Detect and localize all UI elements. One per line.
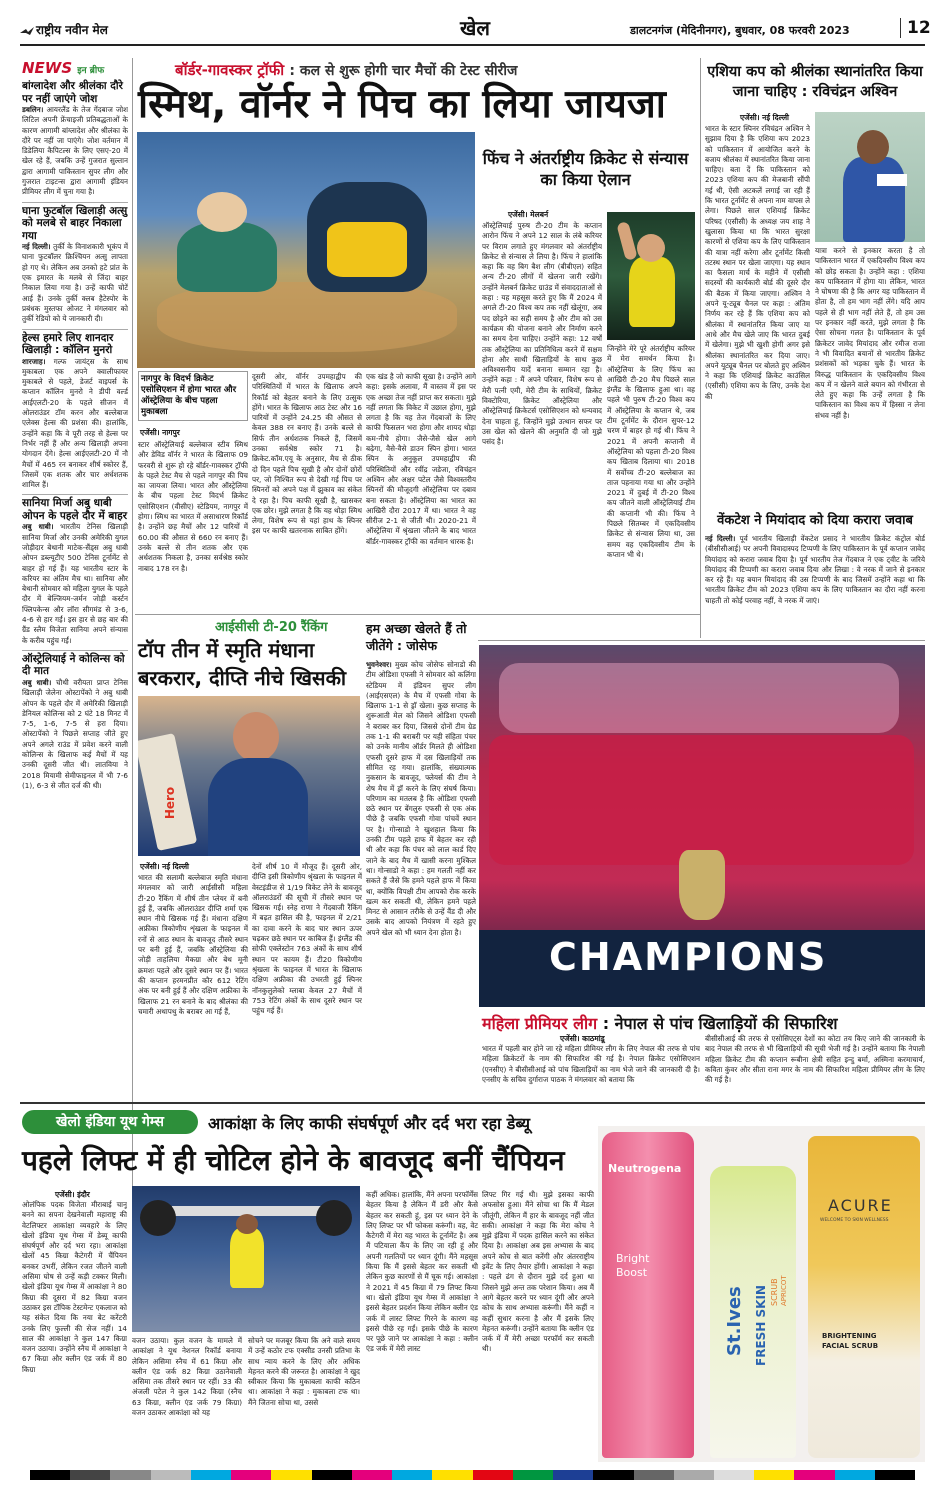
ashwin-headline: एशिया कप को श्रीलंका स्थानांतरित किया जाना चाहिए : रविचंद्रन अश्विन <box>707 64 923 100</box>
champions-banner: CHAMPIONS <box>549 935 828 979</box>
finch-headline-box <box>478 148 693 204</box>
neutrogena-brand: Neutrogena <box>608 1162 682 1175</box>
lead-col-1: स्टार ऑस्ट्रेलियाई बल्लेबाज स्टीव स्मिथ और डेविड वॉर्नर ने भारत के खिलाफ 09 फरवरी से शुरू हो रहे बॉर्डर-गावस्कर ट्रॉफी के पहले टेस्ट मैच से पहले नागपुर की पिच का जायजा लिया। भारत और ऑस्ट्रेलिया के बीच पहला टेस्ट विदर्भ क्रिकेट एसोसिएशन (वीसीए) स्टेडियम, नागपुर में होगा। स्मिथ का भारत में असाधारण रिकॉर्ड है। उन्होंने छह मैचों और 12 पारियों में 60.00 की औसत से 660 रन बनाए हैं। उनके बल्ले से तीन शतक और एक अर्धशतक निकला है, उनका सर्वश्रेष्ठ स्कोर नाबाद 178 रन है। <box>138 440 248 573</box>
brief-item <box>22 329 128 491</box>
nepal-headline: : नेपाल से पांच खिलाड़ियों की सिफारिश <box>602 1014 838 1033</box>
brief-item <box>22 80 128 198</box>
nepal-dateline: एजेंसी। काठमांडू <box>560 1034 605 1043</box>
page-number: 12 <box>900 18 931 38</box>
brief-headline: घाना फुटबॉल खिलाड़ी अत्सु को मलबे से बाहर निकाला गया <box>22 204 128 242</box>
stives-apricot: APRICOT <box>780 1275 788 1306</box>
khelo-col-4: कहीं अधिक। हालांकि, मैंने अपना परफॉर्मेंस बेहतर किया है लेकिन मैं डरी और कैसे बेहतर कर सकती हूं, इस पर ध्यान देने के लिए लिफ्ट पर भी फोकस करूंगी। वह, वेट कैटेगरी में मेरा यह भारत के टूर्नामेंट है। अब मैं पटियाला कैंप के लिए जा रही हूं और अपनी गलतियों पर ध्यान दूंगी। मैंने महसूस किया कि मैं इससे बेहतर कर सकती थी लेकिन कुछ कारणों से मैं चूक गई। आकांक्षा ने 2021 में 45 किग्रा में 79 लिफ्ट किया था। खेलो इंडिया यूथ गेम्स में आकांक्षा ने इससे बेहतर प्रदर्शन किया लेकिन क्लीन एंड जर्क में लास्ट लिफ्ट गिरने के कारण वह इससे पीछे रह गईं। इसके पीछे के कारण पर पूछे जाने पर आकांक्षा ने कहा : क्लीन एंड जर्क में मेरी लास्ट <box>366 1190 478 1354</box>
paper-name: राष्ट्रीय नवीन मेल <box>36 23 108 37</box>
khelo-kicker: आकांक्षा के लिए काफी संघर्षपूर्ण और दर्द भरा रहा डेब्यू <box>208 1114 530 1133</box>
icc-col-2: देनों शीर्ष 10 में मौजूद हैं। दूसरी ओर, दीप्ति इसी त्रिकोणीय श्रृंखला के फाइनल में वेस्टइंडीज से 1/19 विकेट लेने के बावजूद ऑलराउंडरों की सूची में तीसरे स्थान पर खिसक गई। स्नेह राणा ने गेंदबाजी रैंकिंग में बढ़त हासिल की है, फाइनल में 2/21 का दावा करने के बाद चार स्थान ऊपर चढ़कर छठे स्थान पर काबिज हैं। इंग्लैंड की सोफी एक्लेस्टोन 763 अंकों के साथ शीर्ष स्थान पर कायम हैं। टी20 त्रिकोणीय श्रृंखला के फाइनल में भारत के खिलाफ दक्षिण अफ्रीका की उभरती हुई स्पिनर नॉनकुलुलेको म्लाबा केवल 27 मैचों में 753 रेटिंग अंकों के साथ दूसरे स्थान पर पहुंच गई हैं। <box>252 862 362 1016</box>
brief-label: इन ब्रीफ <box>77 66 105 76</box>
icc-dateline: एजेंसी। नई दिल्ली <box>140 862 189 871</box>
acure-prod-2: FACIAL SCRUB <box>822 1342 879 1350</box>
news-brief-header <box>22 58 128 80</box>
khelo-photo <box>132 1186 360 1332</box>
brief-body: चौथी वरीयता प्राप्त टेनिस खिलाड़ी जेलेना ओस्टापेंको ने अबु धाबी ओपन के पहले दौर में अमेरिकी खिलाड़ी डेनियल कोलिन्स को 2 घंटे 18 मिनट में 7-5, 1-6, 7-5 से हरा दिया। ओस्टापेंको ने पिछले सप्ताह जीते हुए अपने अगले राउंड में प्रवेश करने वाली कोलिन्स के खिलाफ कई मैचों में यह उनकी दूसरी जीत थी। लातविया ने 2018 मियामी सेमीफाइनल में भी 7-6 (1), 6-3 से जीत दर्ज की थी। <box>22 677 128 790</box>
news-label: NEWS <box>22 59 73 77</box>
icc-kicker: आईसीसी टी-20 रैंकिंग <box>215 620 328 635</box>
khelo-dateline: एजेंसी। इंदौर <box>55 1190 90 1199</box>
nepal-kicker: महिला प्रीमियर लीग <box>482 1014 598 1033</box>
nepal-col-1: भारत में पहली बार होने जा रहे महिला प्रीमियर लीग के लिए नेपाल की तरफ से पांच महिला क्रिकेटरों के नाम की सिफारिश की गई है। नेपाल क्रिकेट एसोसिएशन (एनसीए) ने बीसीसीआई को पांच खिलाड़ियों का नाम भेजे जाने की जानकारी दी है। एनसीए के सचिव दुर्गाराज पाठक ने मंगलवार को बताया कि <box>482 1044 700 1084</box>
finch-headline: फिंच ने अंतर्राष्ट्रीय क्रिकेट से संन्यास का किया ऐलान <box>482 149 689 189</box>
brief-body: आयरलैंड के तेज गेंदबाज जोश लिटिल अपनी फ्रेंचाइजी प्रतिबद्धताओं के कारण आगामी बांग्लादेश और श्रीलंका के दौरे पर नहीं जा पाएंगे। जोश वर्तमान में डिडेलिया कैपिटल्स के लिए एसए-20 में खेल रहे हैं, जबकि उन्हें गुजरात सुल्तान द्वारा आगामी पाकिस्तान सुपर लीग और गुजरात टाइटन्स द्वारा आगामी इंडियन प्रीमियर लीग में चुना गया है। <box>22 105 128 197</box>
ashwin-col-1: भारत के स्टार स्पिनर रविचंद्रन अश्विन ने सुझाव दिया है कि एशिया कप 2023 को पाकिस्तान में आयोजित करने के बजाय श्रीलंका में स्थानांतरित किया जाना चाहिए। बता दें कि पाकिस्तान को 2023 एशिया कप की मेजबानी सौंपी गई थी, ऐसी अटकलें लगाई जा रही हैं कि भारत टूर्नामेंट से अपना नाम वापस ले लेगा। पिछले साल एशियाई क्रिकेट परिषद (एसीसी) के अध्यक्ष जय शाह ने खुलासा किया था कि भारत सुरक्षा कारणों से एशिया कप के लिए पाकिस्तान की यात्रा नहीं करेगा और टूर्नामेंट किसी तटस्थ स्थान पर खेला जाएगा। यह स्थान का फैसला मार्च के महीने में एसीसी सदस्यों की कार्यकारी बोर्ड की दूसरे दौर की बैठक में किया जाएगा। अश्विन ने अपने यू-ट्यूब चैनल पर कहा : अंतिम निर्णय कर रहे हैं कि एशिया कप को श्रीलंका में स्थानांतरित किया जाए या आधे और मैच खेले जाए कि भारत दुबई में खेलेगा। मुझे भी खुशी होगी अगर इसे श्रीलंका स्थानांतरित कर दिया जाए। अपने यूट्यूब चैनल पर बोलते हुए अश्विन ने कहा कि एशियाई क्रिकेट काउंसिल (एसीसी) एशिया कप के लिए, उनके देश की <box>705 124 810 401</box>
venkatesh-text: पूर्व भारतीय खिलाड़ी वेंकटेश प्रसाद ने भारतीय क्रिकेट कंट्रोल बोर्ड (बीसीसीआई) पर अपनी विवादास्पद टिप्पणी के लिए पाकिस्तान के पूर्व कप्तान जावेद मियांदाद को करारा जवाब दिया है। पूर्व भारतीय तेज गेंदबाज ने एक ट्वीट के जरिये मियांदाद की टिप्पणी का करारा जवाब दिया और लिखा : वे नरक में जाने से इनकार कर रहे हैं। यह बयान मियांदाद की उस टिप्पणी के बाद जिसमें उन्होंने कहा था कि भारतीय क्रिकेट टीम को 2023 एशिया कप के लिए पाकिस्तान का दौरा नहीं करना चाहती तो कोई परवाह नहीं, वे नरक में जाएं। <box>705 534 925 605</box>
brief-item <box>22 650 128 791</box>
nepal-heading <box>482 1012 837 1034</box>
acure-brand: ACURE <box>828 1196 893 1215</box>
acure-tagline: WELCOME TO SKIN WELLNESS <box>820 1218 889 1223</box>
acure-tube <box>808 1136 920 1458</box>
khelo-headline: पहले लिफ्ट में ही चोटिल होने के बावजूद बनीं चैंपियन <box>22 1144 565 1177</box>
neutrogena-bottle <box>602 1132 694 1458</box>
ashwin-col-2: यात्रा करने से इनकार करता है तो पाकिस्तान भारत में एकदिवसीय विश्व कप को छोड़ सकता है। उन्होंने कहा : एशिया कप पाकिस्तान में होगा या। लेकिन, भारत ने घोषणा की है कि अगर यह पाकिस्तान में होता है, तो हम भाग नहीं लेंगे। यदि आप पहले से ही भाग नहीं लेते हैं, तो हम उस पर इनकार नहीं करते, मुझे लगता है कि ऐसा सोचना गलत है। पाकिस्तान के पूर्व क्रिकेटर जावेद मियांदाद और रमीज राजा ने भी विवादित बयानों से भारतीय क्रिकेट प्रशंसकों को भड़का चुके हैं। भारत के विरुद्ध पाकिस्तान के एकदिवसीय विश्व कप में न खेलने वाले बयान को गंभीरता से लेते हुए कहा कि उन्हें लगता है कि पाकिस्तान का विश्व कप में हिस्सा न लेना संभव नहीं है। <box>815 246 925 420</box>
finch-dateline: एजेंसी। मेलबर्न <box>508 210 549 219</box>
brief-headline: हेल्स हमारे लिए शानदार खिलाड़ी : कॉलिन मुनरो <box>22 331 114 357</box>
joseph-dateline: भुवनेश्वर। <box>366 660 392 669</box>
ad-panel <box>598 1126 925 1462</box>
lead-sub-box <box>138 371 248 421</box>
brief-headline: सानिया मिर्जा अबु धाबी ओपन के पहले दौर में बाहर <box>22 497 127 522</box>
brief-body: भारतीय टेनिस खिलाड़ी सानिया मिर्जा और उनकी अमेरिकी युगल जोड़ीदार बेथानी माटेक-सैंड्स अबु धाबी ओपन डब्ल्यूटीए 500 टेनिस टूर्नामेंट से बाहर हो गई हैं। यह भारतीय स्टार के करियर का अंतिम मैच था। सानिया और बेथानी सोमवार को महिला युगल के पहले दौर में बेल्जियम-जर्मन जोड़ी कर्स्टन फ्लिपकेन्स और लॉरा सीगमंड से 3-6, 4-6 से हार गईं। इस हार से छह बार की ग्रैंड स्लैम विजेता सानिया अपने संन्यास के करीब पहुंच गईं। <box>22 522 128 645</box>
lead-kicker <box>175 60 517 80</box>
lead-dateline: एजेंसी। नागपुर <box>140 428 180 437</box>
date-line: डालटनगंज (मेदिनीनगर), बुधवार, 08 फरवरी 2023 <box>630 24 850 37</box>
khelo-col-5: लिफ्ट गिर गई थी। मुझे इसका काफी अफसोस हुआ। मैंने सोचा था कि मैं मेडल जीतूंगी, लेकिन मैं हार के बावजूद नहीं जीत सकी। आकांक्षा ने कहा कि मेरा कोच ने मुझे इंडिया में पदक हासिल करने का संकेत दिया है। आकांक्षा अब इस अभ्यास के बाद अपने कोच से बात करेंगी और अंतरराष्ट्रीय इवेंट के लिए तैयार होंगी। आकांक्षा ने कहा : पहले ढंग से दौरान मुझे दर्द हुआ था जिसने मुझे अन्त तक परेशान किया। अब मैं आगे बेहतर करने पर ध्यान दूंगी और अपने कोच के साथ अभ्यास करूंगी। मैंने कहीं न कहीं सुधार करना है और मैं इसके लिए मेहनत करूंगी। उन्होंने बताया कि क्लीन एंड जर्क में मैं मेरी अच्छा परफॉर्म कर सकती थी। <box>482 1190 594 1354</box>
venkatesh-body <box>705 534 925 634</box>
joseph-text: मुख्य कोच जोसेफ सोनाडो की टीम ओडिशा एफसी ने सोमवार को कलिंगा स्टेडियम में इंडियन सुपर लीग (आईएसएल) के मैच में एफसी गोवा के खिलाफ 1-1 से ड्रॉ खेला। कुछ सप्ताह के शुरूआती मेल को जिसने ओडिशा एफसी ने बराबर कर दिया, जिससे दोनों टीम ग्रेड तक 1-1 की बराबरी पर यही संहिता पंचर को उनके मानीय ऑर्डर मिलते ही ओडिशा एफसी दूसरे हाफ में दस खिलाड़ियों तक सीमित रह गया। हालांकि, संख्यात्मक नुकसान के बावजूद, फ्लेयर्स की टीम ने शेष मैच में ड्रॉ करने के लिए संघर्ष किया। परिणाम का मतलब है कि ओडिशा एफसी छठे स्थान पर बेंगलुरु एफसी से एक अंक पीछे है जबकि एफसी गोवा पांचवें स्थान पर है। गोन्साडो ने खुशहाल किया कि उनकी टीम पहले हाफ में बेहतर कर रही थी और कहा कि पंचर को लाल कार्ड दिए जाने के बाद मैच में खासी करना मुश्किल था। गोन्साडो ने कहा : हम गलती नहीं कर सकते हैं जैसे कि हमने पहले हाफ में किया था, क्योंकि विपक्षी टीम आपको रोक करके खत्म कर सकती थी, लेकिन हमने पहले मिनट से आसान तरीके से उन्हें वैंड दी और उसके बाद आपको नियंत्रण में रहते हुए अपने खेल को भी ध्यान देना होता है। <box>366 660 476 937</box>
ashwin-photo <box>815 112 925 242</box>
brief-headline: बांग्लादेश और श्रीलंका दौरे पर नहीं जाएंगे जोश <box>22 80 123 105</box>
khelo-col-3: सोचने पर मजबूर किया कि अने वाले समय में उन्हें कठोर टफ एक्सीड उनसी प्रतिभा के साथ न्याय करने के लिए और अधिक मेहनत करने की जरूरत है। आकांक्षा ने खुद स्वीकार किया कि मुकाबला काफी कठिन था। आकांक्षा ने कहा : मुकाबला टफ था। मैंने जितना सोचा था, उससे <box>248 1336 360 1407</box>
joseph-body <box>366 660 476 1096</box>
masthead <box>20 16 931 46</box>
brief-item <box>22 202 128 325</box>
lead-col-3: एक खंड है जो काफी सूखा है। उन्होंने आगे कहा: इसके अलावा, मैं वास्तव में इस पर एक अच्छा तेज नहीं प्राप्त कर सकता। मुझे नहीं लगता कि विकेट में उछाल होगा, मुझे लगता है कि यह तेज गेंदबाजों के लिए काफी फिसलन भरा होगा और शायद थोड़ा कम-नीचे होगा। जैसे-जैसे खेल आगे बढ़ेगा, वैसे-वैसे डाउन स्पिन होगा। भारत स्पिन के अनुकूल उपमहाद्वीप की परिस्थितियों और रवींद्र जडेजा, रविचंद्रन अश्विन और अक्षर पटेल जैसे विश्वस्तरीय स्पिनरों की मौजूदगी ऑस्ट्रेलिया पर दबाव बना सकता है। ऑस्ट्रेलिया का भारत का आखिरी दौरा 2017 में था। भारत ने वह सीरीज 2-1 से जीती थी। 2020-21 में ऑस्ट्रेलिया में श्रृंखला जीतने के बाद भारत बॉर्डर-गावस्कर ट्रॉफी का वर्तमान धारक है। <box>366 372 476 546</box>
finch-col-1: ऑस्ट्रेलियाई पुरुष टी-20 टीम के कप्तान आरोन फिंच ने अपने 12 साल के लंबे करियर पर विराम लगाते हुए मंगलवार को अंतर्राष्ट्रीय क्रिकेट से संन्यास ले लिया है। फिंच ने हालांकि कहा कि वह बिग बैश लीग (बीबीएल) सहित अन्य टी-20 लीगों में खेलना जारी रखेंगे। उन्होंने मेलबर्न क्रिकेट ग्राउंड में संवाददाताओं से कहा : यह महसूस करते हुए कि मैं 2024 में अगले टी-20 विश्व कप तक नहीं खेलूंगा, अब पद छोड़ने का सही समय है और टीम को उस कार्यक्रम की योजना बनाने और निर्माण करने का समय देना चाहिए। उन्होंने कहा: 12 वर्षों तक ऑस्ट्रेलिया का प्रतिनिधित्व करने में सक्षम होना और साथी खिलाड़ियों के साथ कुछ अविश्वसनीय यादें बनाना सम्मान रहा है। उन्होंने कहा : मैं अपने परिवार, विशेष रूप से मेरी पत्नी एमी, मेरी टीम के साथियों, क्रिकेट विक्टोरिया, क्रिकेट ऑस्ट्रेलिया और ऑस्ट्रेलियाई क्रिकेटर्स एसोसिएशन को धन्यवाद देना चाहता हूं, जिन्होंने मुझे उत्थान सफर पर उस खेल को खेलने की अनुमति दी जो मुझे पसंद है। <box>482 221 602 447</box>
brief-body: गल्फ जायंट्स के साथ मुकाबला एक अपने क्वालीफायर मुकाबले से पहले, डेजर्ट वाइपर्स के कप्तान कॉलिन मुनरो ने डीपी वर्ल्ड आईएलटी-20 के पहले सीजन में ओलराउंडर टॉम करन और बल्लेबाज एलेक्स हेल्स की प्रशंसा की। हालांकि, उन्होंने कहा कि वे पूरी तरह से हेल्स पर निर्भर नहीं हैं और अन्य खिलाड़ी अपना योगदान देंगे। हेल्स आईएलटी-20 में नौ मैचों में 465 रन बनाकर शीर्ष स्कोरर हैं, जिसमें एक शतक और चार अर्धशतक शामिल हैं। <box>22 356 128 490</box>
brief-headline: ऑस्ट्रेलियाई ने कोलिन्स को दी मात <box>22 652 125 678</box>
lead-kicker-red: बॉर्डर-गावस्कर ट्रॉफी <box>175 61 285 79</box>
icc-headline: टॉप तीन में स्मृति मंधाना बरकरार, दीप्ति नीचे खिसकी <box>138 638 347 690</box>
news-brief-column <box>22 58 128 1188</box>
stives-fresh: FRESH SKIN <box>754 1285 768 1366</box>
lead-sub-box-text: नागपुर के विदर्भ क्रिकेट एसोसिएशन में होगा भारत और ऑस्ट्रेलिया के बीच पहला मुकाबला <box>141 374 237 417</box>
brief-body: तुर्की के विनाशकारी भूकंप में घाना फुटबॉलर क्रिश्चियन अत्सु लापता हो गए थे। लेकिन अब उनको हटे प्रांत के एक इमारत के मलबे से जिंदा बाहर निकाल लिया गया है। उन्हें काफी चोटें आई हैं। उनके तुर्की क्लब हैटेस्पोर के प्रबंधक मुस्तफा ओजट ने मंगलवार को तुर्की रेडियो को ये जानकारी दी। <box>22 242 128 324</box>
stives-tube <box>710 1166 796 1458</box>
nepal-photo <box>479 645 925 1007</box>
nepal-col-2: बीसीसीआई की तरफ से एसोसिएट्स देशों का कोटा तय किए जाने की जानकारी के बाद नेपाल की तरफ से भी खिलाड़ियों की सूची भेजी गई है। उन्होंने बताया कि नेपाली महिला क्रिकेट टीम की कप्तान रूबीना क्षेत्री सहित इन्दु बर्मा, अस्मिना करमाचार्य, कविता कुंवर और सीता राना मगर के नाम की सिफारिश महिला प्रीमियर लीग के लिए की गई है। <box>705 1034 925 1085</box>
section-name: खेल <box>460 16 490 40</box>
finch-col-2: जिन्होंने मेरे पूरे अंतर्राष्ट्रीय करियर में मेरा समर्थन किया है। ऑस्ट्रेलिया के लिए फिंच का आखिरी टी-20 मैच पिछले साल इंग्लैंड के खिलाफ हुआ था। वह पहले भी पुरुष टी-20 विश्व कप में ऑस्ट्रेलिया के कप्तान थे, जब टीम टूर्नामेंट के दौरान सुपर-12 चरण में बाहर हो गई थी। फिंच ने 2021 में अपनी कप्तानी में ऑस्ट्रेलिया को पहला टी-20 विश्व कप खिताब दिलाया था। 2018 में सर्वोच्च टी-20 बल्लेबाज का ताज पहनाया गया था और उन्होंने 2021 में दुबई में टी-20 विश्व कप जीतने वाली ऑस्ट्रेलियाई टीम की कप्तानी भी की। फिंच ने पिछले सितम्बर में एकदिवसीय क्रिकेट से संन्यास लिया था, उस समय वह एकदिवसीय टीम के कप्तान भी थे। <box>607 344 695 559</box>
lead-photo <box>137 132 475 368</box>
khelo-tag: खेलो इंडिया यूथ गेम्स <box>22 1110 198 1134</box>
lead-col-2: दूसरी ओर, वॉर्नर उपमहाद्वीप की परिस्थितियों में भारत के खिलाफ अपने रिकॉर्ड को बेहतर बनाने के लिए उत्सुक होंगे। भारत के खिलाफ आठ टेस्ट और 16 पारियों में उन्होंने 24.25 की औसत से केवल 388 रन बनाए हैं। उनके बल्ले से सिर्फ तीन अर्धशतक निकले हैं, जिसमें उनका सर्वश्रेष्ठ स्कोर 71 है। क्रिकेट.कॉम.एयू के अनुसार, मैच से ठीक दो दिन पहले पिच सूखी है और दोनों छोरों पर, जो निश्चित रूप से देखी गई पिच पर स्पिनरों को अपने पक्ष में झुकाव का संकेत दे रहा है। पिच काफी सूखी है, खासकर एक छोर। मुझे लगता है कि यह थोड़ा स्मिथ लेगा, विशेष रूप से यहां हाथ के स्पिनर इस पर काफी खतरनाक साबित होंगे। <box>252 372 362 536</box>
neutrogena-sub: Bright Boost <box>616 1252 650 1279</box>
stives-brand: St.Ives <box>724 1286 745 1356</box>
brief-dateline: अबु धाबी। <box>22 522 54 532</box>
bird-logo-icon <box>20 22 34 32</box>
brief-dateline: शारजाह। <box>22 356 46 366</box>
ashwin-dateline: एजेंसी। नई दिल्ली <box>740 113 789 122</box>
lead-headline: स्मिथ, वॉर्नर ने पिच का लिया जायजा <box>138 82 666 127</box>
finch-photo <box>607 212 695 340</box>
brief-dateline: नई दिल्ली। <box>22 242 51 252</box>
venkatesh-headline: वेंकटेश ने मियांदाद को दिया करारा जवाब <box>717 513 913 528</box>
icc-photo: Hero <box>138 696 360 856</box>
registration-bar <box>30 1470 915 1480</box>
brief-dateline: डबलिन। <box>22 105 44 114</box>
joseph-headline: हम अच्छा खेलते हैं तो जीतेंगे : जोसेफ <box>366 621 467 653</box>
khelo-col-1: ओलंपिक पदक विजेता मीराबाई चानू बनने का सपना देखनेवाली महाराष्ट्र की वेटलिफ्टर आकांक्षा व्यवहारे के लिए खेलो इंडिया यूथ गेम्स में डेब्यू काफी संघर्षपूर्ण और दर्द भरा रहा। आकांक्षा खेलों 45 किग्रा कैटेगरी में चैंपियन बनकर उभरीं, लेकिन रजत जीतने वाली असिमा घोष से उन्हें कड़ी टक्कर मिली। खेलो इंडिया यूथ गेम्स में आकांक्षा ने 80 किग्रा की दूसरा में 82 किग्रा वजन उठाकर इस टॉपिक टेस्टमेन्ट एकलाज को यह संकेत दिया कि नया बेट करेंटरी उनके लिए फुल्ली की सेज नहीं। 14 साल की आकांक्षा ने कुल 147 किग्रा वजन उठाया। उन्होंने स्नैच में आकांक्षा ने 67 किग्रा और क्लीन एंड जर्क में 80 किग्रा <box>22 1200 127 1374</box>
brief-dateline: अबु धाबी। <box>22 677 52 687</box>
khelo-col-2: वजन उठाया। कुल वजन के मामले में आकांक्षा ने यूथ नेशनल रिकॉर्ड बनाया लेकिन असिमा स्नैच में 61 किग्रा और क्लीन एंड जर्क 82 किग्रा उठानेवाली असिमा तक तीसरे स्थान पर रहीं। 33 की अंजली पटेल ने कुल 142 किग्रा (स्नैच 63 किग्रा, क्लीन एंड जर्क 79 किग्रा) वजन उठाकर आकांक्षा को यह <box>132 1336 242 1418</box>
lead-kicker-rest: : कल से शुरू होगी चार मैचों की टेस्ट सीरीज <box>289 63 518 79</box>
icc-col-1: भारत की सलामी बल्लेबाज स्मृति मंधाना मंगलवार को जारी आईसीसी महिला टी-20 रैंकिंग में शीर्ष तीन प्लेयर में बनी हुई हैं, जबकि ऑलराउंडर दीप्ति शर्मा एक स्थान नीचे खिसक गई हैं। मंधाना दक्षिण अफ्रीका त्रिकोणीय शृंखला के फाइनल में रनों से आठ स्थान के बावजूद तीसरे स्थान पर बनी हुई हैं, जबकि ऑस्ट्रेलिया की जोड़ी ताहलिया मैकग्रा और बेथ मूनी क्रमशः पहले और दूसरे स्थान पर हैं। भारत की कप्तान हरमनप्रीत कौर 612 रेटिंग अंक पर बनी हुई हैं और दक्षिण अफ्रीका के खिलाफ 21 रन बनाने के बाद श्रीलंका की चमारी अथापथु के बराबर आ गई हैं, <box>138 873 248 1016</box>
venkatesh-dateline: नई दिल्ली। <box>705 534 736 543</box>
brief-item <box>22 494 128 646</box>
stives-scrub: SCRUB <box>770 1278 779 1306</box>
acure-prod-1: BRIGHTENING <box>822 1332 877 1340</box>
